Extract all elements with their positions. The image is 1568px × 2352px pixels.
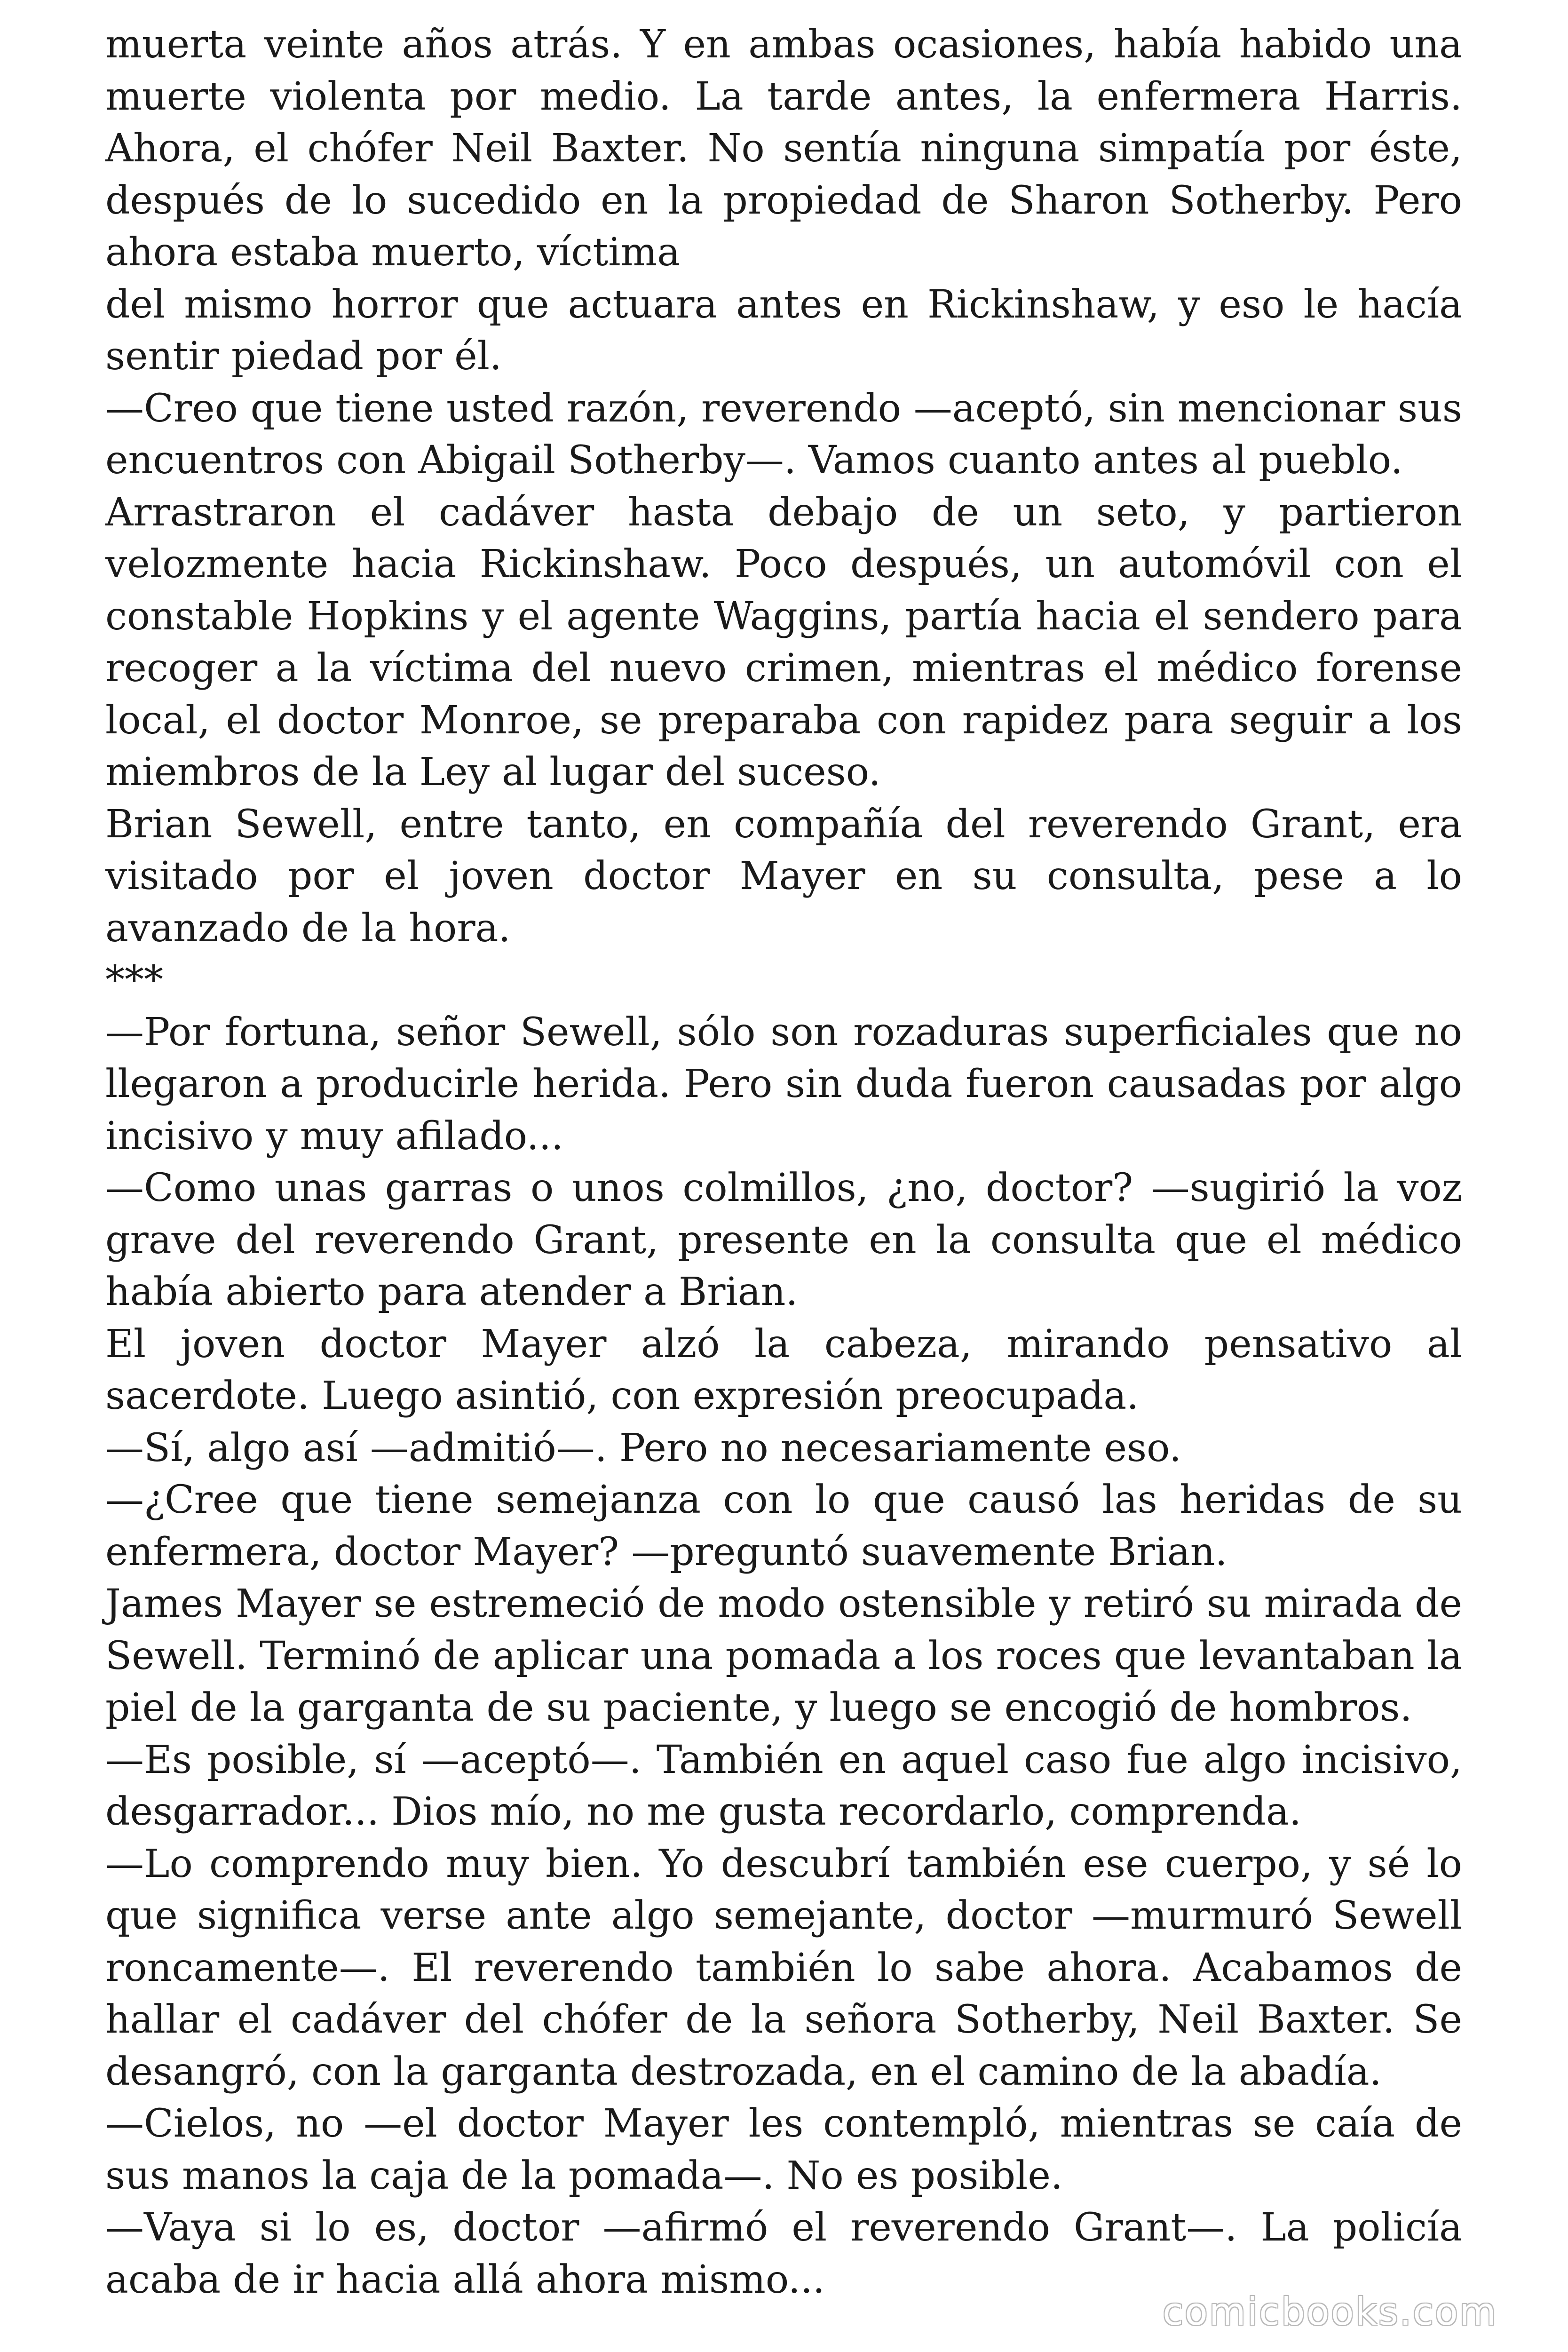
paragraph: Arrastraron el cadáver hasta debajo de un seto, y partieron velozmente hacia Rickinshaw. Poco después, un automóvil con el constable Hopkins y el agente Waggins, partía hacia el sendero para recoger a la víctima del nuevo crimen, mientras el médico forense local, el doctor Monroe, se preparaba con rapidez para seguir a los miembros de la Ley al lugar del suceso.	[105, 490, 1462, 795]
paragraph: —Es posible, sí —aceptó—. También en aquel caso fue algo incisivo, desgarrador... Dios mío, no me gusta recordarlo, comprenda.	[105, 1737, 1462, 1834]
paragraph: James Mayer se estremeció de modo ostensible y retiró su mirada de Sewell. Terminó de aplicar una pomada a los roces que levantaban la piel de la garganta de su paciente, y luego se encogió de hombros.	[105, 1581, 1462, 1730]
paragraph: —Por fortuna, señor Sewell, sólo son rozaduras superficiales que no llegaron a producirle herida. Pero sin duda fueron causadas por algo incisivo y muy afilado...	[105, 1009, 1462, 1159]
paragraph: —Creo que tiene usted razón, reverendo —aceptó, sin mencionar sus encuentros con Abigail Sotherby—. Vamos cuanto antes al pueblo.	[105, 386, 1462, 483]
paragraph: —Sí, algo así —admitió—. Pero no necesariamente eso.	[105, 1425, 1182, 1470]
paragraph: muerta veinte años atrás. Y en ambas ocasiones, había habido una muerte violenta por medio. La tarde antes, la enfermera Harris. Ahora, el chófer Neil Baxter. No sentía ninguna simpatía por éste, después de lo sucedido en la propiedad de Sharon Sotherby. Pero ahora estaba muerto, víctima	[105, 22, 1462, 275]
paragraph: —Como unas garras o unos colmillos, ¿no, doctor? —sugirió la voz grave del reverendo Grant, presente en la consulta que el médico había abierto para atender a Brian.	[105, 1166, 1462, 1314]
scene-break: ***	[105, 958, 163, 1002]
paragraph: —Lo comprendo muy bien. Yo descubrí también ese cuerpo, y sé lo que significa verse ante algo semejante, doctor —murmuró Sewell roncamente—. El reverendo también lo sabe ahora. Acabamos de hallar el cadáver del chófer de la señora Sotherby, Neil Baxter. Se desangró, con la garganta destrozada, en el camino de la abadía.	[105, 1841, 1462, 2094]
paragraph: —Vaya si lo es, doctor —afirmó el reverendo Grant—. La policía acaba de ir hacia allá ahora mismo...	[105, 2205, 1462, 2302]
book-page	[105, 19, 1462, 2306]
paragraph: —Cielos, no —el doctor Mayer les contempló, mientras se caía de sus manos la caja de la pomada—. No es posible.	[105, 2101, 1462, 2198]
watermark: comicbooks.com	[1162, 2290, 1497, 2334]
paragraph: —¿Cree que tiene semejanza con lo que causó las heridas de su enfermera, doctor Mayer? —preguntó suavemente Brian.	[105, 1478, 1462, 1574]
paragraph: del mismo horror que actuara antes en Rickinshaw, y eso le hacía sentir piedad por él.	[105, 282, 1462, 379]
paragraph: Brian Sewell, entre tanto, en compañía del reverendo Grant, era visitado por el joven doctor Mayer en su consulta, pese a lo avanzado de la hora.	[105, 802, 1462, 951]
paragraph: El joven doctor Mayer alzó la cabeza, mirando pensativo al sacerdote. Luego asintió, con expresión preocupada.	[105, 1321, 1462, 1418]
